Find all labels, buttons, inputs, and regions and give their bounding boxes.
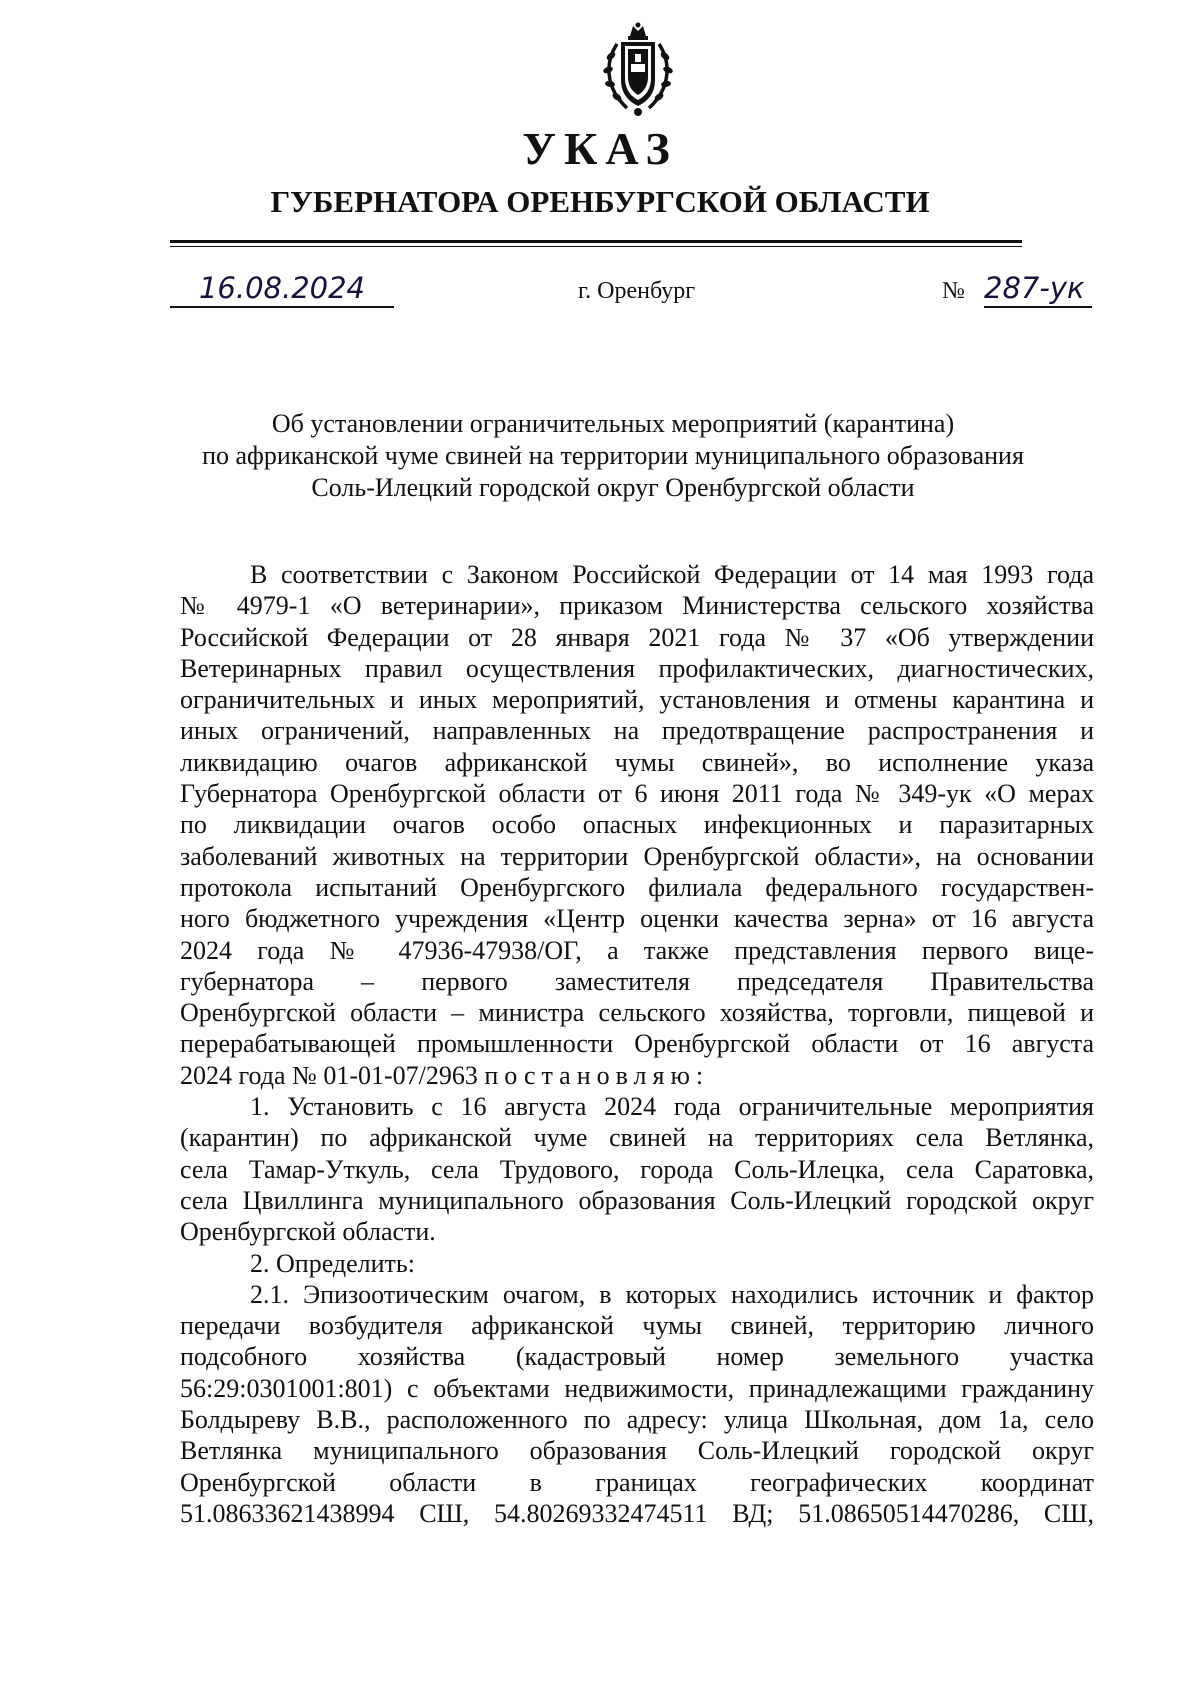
body-line-text: 2024 года № 47936-47938/ОГ, а также представления первого вице- bbox=[180, 935, 1094, 965]
header-rule-thick bbox=[170, 240, 1022, 243]
body-line bbox=[180, 841, 1094, 872]
decree-city: г. Оренбург bbox=[578, 278, 696, 304]
body-line bbox=[180, 715, 1094, 746]
body-line-text: Оренбургской области – министра сельского хозяйства, торговли, пищевой и bbox=[180, 998, 1094, 1028]
body-line bbox=[180, 1435, 1094, 1466]
body-line-text: Российской Федерации от 28 января 2021 года № 37 «Об утверждении bbox=[180, 622, 1094, 652]
body-line bbox=[180, 1498, 1094, 1529]
body-line bbox=[180, 1185, 1094, 1216]
body-line-text: 56:29:0301001:801) с объектами недвижимости, принадлежащими гражданину bbox=[180, 1373, 1094, 1403]
body-line bbox=[180, 1122, 1094, 1153]
body-line-text: Оренбургской области в границах географических координат bbox=[180, 1467, 1094, 1497]
document-title: УКАЗ bbox=[522, 123, 678, 174]
heading-line: по африканской чуме свиней на территории муниципального образования bbox=[202, 441, 1024, 470]
body-line-text: № 4979-1 «О ветеринарии», приказом Министерства сельского хозяйства bbox=[180, 591, 1094, 621]
body-line bbox=[180, 747, 1094, 778]
body-line bbox=[180, 1310, 1094, 1341]
body-line-text: Оренбургской области. bbox=[180, 1217, 436, 1247]
body-line-text: 2. Определить: bbox=[250, 1248, 415, 1278]
body-line bbox=[180, 778, 1094, 809]
number-sign: № bbox=[942, 278, 965, 304]
body-line bbox=[180, 997, 1094, 1028]
body-line bbox=[180, 1279, 1094, 1310]
body-line-text: передачи возбудителя африканской чумы свиней, территорию личного bbox=[180, 1311, 1094, 1341]
body-line-text: ликвидацию очагов африканской чумы свиней», во исполнение указа bbox=[180, 747, 1094, 777]
body-line-text: 2024 года № 01-01-07/2963 bbox=[180, 1060, 478, 1090]
resolution-word: постановляю: bbox=[484, 1060, 710, 1090]
body-line-text: заболеваний животных на территории Оренбургской области», на основании bbox=[180, 841, 1094, 871]
body-line bbox=[180, 653, 1094, 684]
body-line bbox=[180, 1248, 1094, 1279]
body-line-text: ного бюджетного учреждения «Центр оценки качества зерна» от 16 августа bbox=[180, 904, 1094, 934]
body-line bbox=[180, 903, 1094, 934]
body-line-text: 2.1. Эпизоотическим очагом, в которых находились источник и фактор bbox=[250, 1279, 1094, 1309]
body-line-text: протокола испытаний Оренбургского филиала федерального государствен- bbox=[180, 872, 1094, 902]
decree-number: 287-ук bbox=[984, 271, 1085, 305]
body-line-text: губернатора – первого заместителя председателя Правительства bbox=[180, 966, 1094, 996]
body-line bbox=[180, 1404, 1094, 1435]
body-line bbox=[180, 1091, 1094, 1122]
document-subtitle: ГУБЕРНАТОРА ОРЕНБУРГСКОЙ ОБЛАСТИ bbox=[270, 184, 930, 219]
body-line-text: ограничительных и иных мероприятий, установления и отмены карантина и bbox=[180, 685, 1094, 715]
body-line bbox=[180, 684, 1094, 715]
body-line bbox=[180, 935, 1094, 966]
body-line-text: (карантин) по африканской чуме свиней на территориях села Ветлянка, bbox=[180, 1123, 1094, 1153]
body-line-text: Болдыреву В.В., расположенного по адресу: улица Школьная, дом 1а, село bbox=[180, 1405, 1094, 1435]
body-line bbox=[180, 622, 1094, 653]
body-line-text: В соответствии с Законом Российской Федерации от 14 мая 1993 года bbox=[250, 560, 1094, 589]
body-line bbox=[180, 872, 1094, 903]
coat-of-arms-icon bbox=[597, 22, 679, 118]
body-line bbox=[180, 590, 1094, 621]
body-line-text: Ветлянка муниципального образования Соль-Илецкий городской округ bbox=[180, 1436, 1094, 1466]
body-line bbox=[180, 1154, 1094, 1185]
body-line-text: села Тамар-Уткуль, села Трудового, города Соль-Илецка, села Саратовка, bbox=[180, 1154, 1094, 1184]
heading-line: Об установлении ограничительных мероприятий (карантина) bbox=[271, 409, 955, 438]
body-line-text: по ликвидации очагов особо опасных инфекционных и паразитарных bbox=[180, 810, 1094, 840]
body-line bbox=[180, 966, 1094, 997]
decree-heading bbox=[150, 408, 1076, 504]
body-line bbox=[180, 1216, 1094, 1247]
body-line-text: Губернатора Оренбургской области от 6 июня 2011 года № 349-ук «О мерах bbox=[180, 779, 1094, 809]
body-line bbox=[180, 559, 1094, 590]
body-line-text: подсобного хозяйства (кадастровый номер земельного участка bbox=[180, 1342, 1094, 1372]
date-underline bbox=[170, 306, 394, 308]
number-underline bbox=[984, 306, 1092, 308]
body-line bbox=[180, 1028, 1094, 1059]
body-line bbox=[180, 1373, 1094, 1404]
decree-body bbox=[180, 559, 1094, 1529]
body-line-text: перерабатывающей промышленности Оренбургской области от 16 августа bbox=[180, 1029, 1094, 1059]
body-line bbox=[180, 809, 1094, 840]
header-rule-thin bbox=[170, 246, 1022, 247]
body-line-text: села Цвиллинга муниципального образования Соль-Илецкий городской округ bbox=[180, 1185, 1094, 1215]
body-line-text: 1. Установить с 16 августа 2024 года ограничительные мероприятия bbox=[250, 1092, 1094, 1122]
body-line-text: иных ограничений, направленных на предотвращение распространения и bbox=[180, 716, 1094, 746]
body-line-text: 51.08633621438994 СШ, 54.80269332474511 ВД; 51.08650514470286, СШ, bbox=[180, 1498, 1094, 1528]
body-line bbox=[180, 1467, 1094, 1498]
heading-line: Соль-Илецкий городской округ Оренбургской области bbox=[311, 473, 915, 502]
decree-date: 16.08.2024 bbox=[198, 271, 366, 305]
body-line bbox=[180, 1060, 1094, 1091]
body-line bbox=[180, 1341, 1094, 1372]
body-line-text: Ветеринарных правил осуществления профилактических, диагностических, bbox=[180, 653, 1094, 683]
